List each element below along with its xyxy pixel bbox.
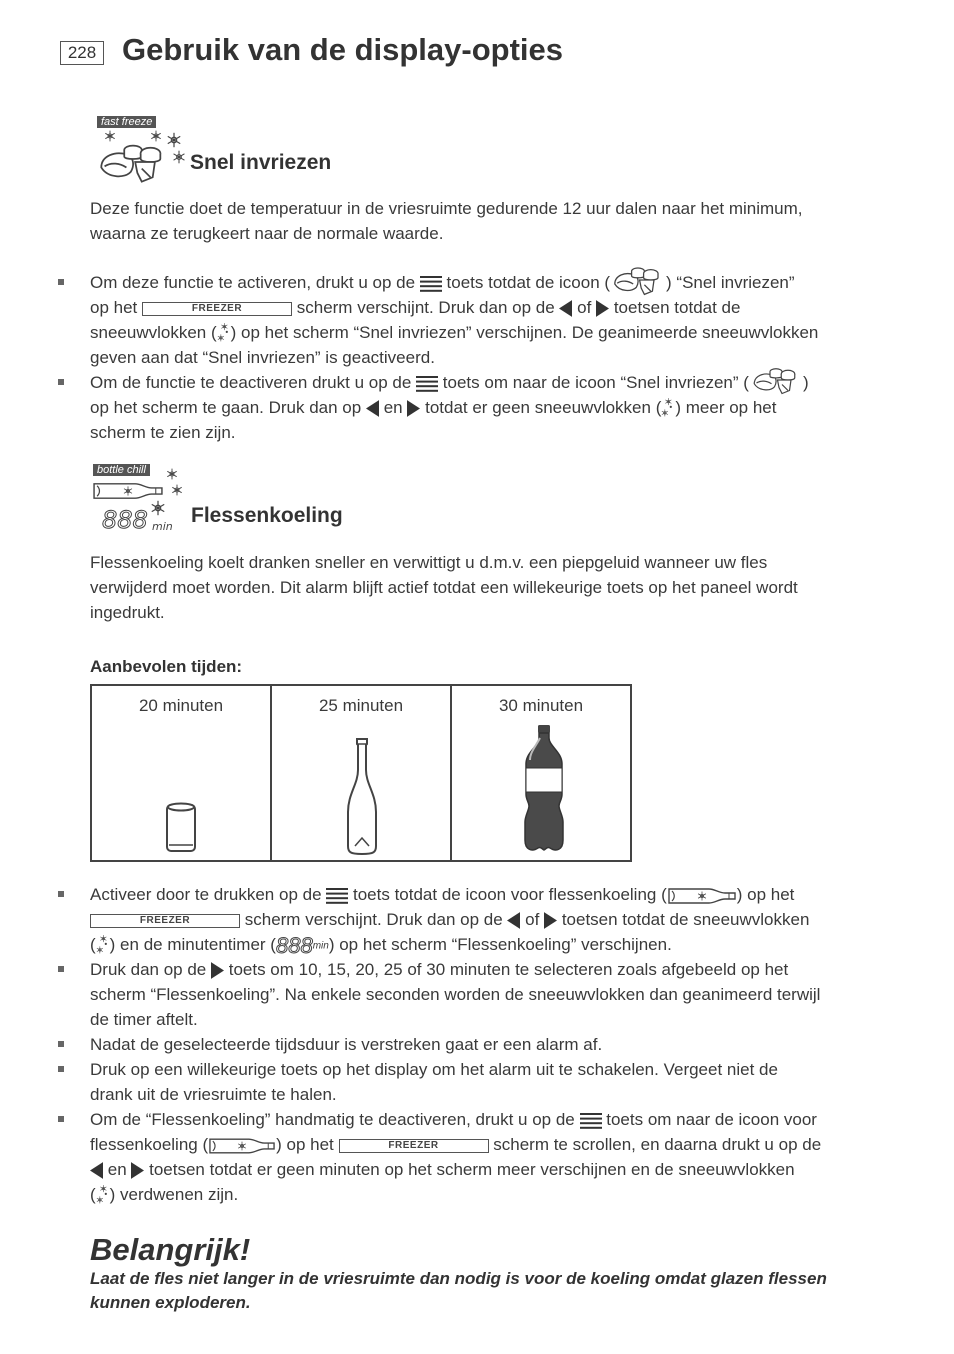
text: Om de “Flessenkoeling” handmatig te deactiveren, drukt u op de xyxy=(90,1110,575,1129)
fast-freeze-heading: Snel invriezen xyxy=(190,151,332,174)
time-cell-pet-bottle xyxy=(452,686,630,860)
page-number: 228 xyxy=(60,41,104,65)
fast-freeze-food-icon xyxy=(610,264,666,296)
bottle-chill-icon xyxy=(92,466,188,534)
important-line: Laat de fles niet langer in de vriesruimte dan nodig is voor de koeling omdat glazen flessen xyxy=(90,1269,827,1288)
bullet-line: Druk op een willekeurige toets op het display om het alarm uit te schakelen. Vergeet niet de xyxy=(90,1060,778,1079)
time-cell-glass-bottle xyxy=(272,686,452,860)
text: ) en de minutentimer ( xyxy=(109,935,276,954)
bullet-line xyxy=(90,932,672,959)
bullet-line: geven aan dat “Snel invriezen” is geactiveerd. xyxy=(90,348,435,367)
bullet-marker xyxy=(58,1116,64,1122)
left-arrow-icon xyxy=(507,912,520,929)
can-icon xyxy=(164,801,198,855)
snowflakes-icon xyxy=(217,321,231,347)
time-label: 20 minuten xyxy=(138,696,224,715)
freezer-display-label: FREEZER xyxy=(142,302,292,316)
bullet-line xyxy=(90,1182,238,1209)
time-label: 25 minuten xyxy=(318,696,404,715)
text: op het xyxy=(90,298,138,317)
text: ) verdwenen zijn. xyxy=(109,1185,239,1204)
bullet-line xyxy=(90,882,794,907)
bullet-marker xyxy=(58,379,64,385)
snowflakes-icon xyxy=(96,1183,110,1209)
recommended-times-label: Aanbevolen tijden: xyxy=(90,657,243,676)
page-title: Gebruik van de display-opties xyxy=(122,32,564,67)
text: scherm verschijnt. Druk dan op de xyxy=(244,910,503,929)
text: toets om naar de icoon “Snel invriezen” ( xyxy=(442,373,749,392)
text: ) op het scherm “Snel invriezen” verschijnen. De geanimeerde sneeuwvlokken xyxy=(230,323,819,342)
fast-freeze-tag: fast freeze xyxy=(97,116,156,128)
bullet-line xyxy=(90,1132,821,1157)
left-arrow-icon xyxy=(559,300,572,317)
bullet-line xyxy=(90,1107,817,1132)
text: toets totdat de icoon voor flessenkoeling ( xyxy=(353,885,667,904)
bullet-marker xyxy=(58,1066,64,1072)
bullet-line: scherm “Flessenkoeling”. Na enkele seconden worden de sneeuwvlokken dan geanimeerd terwijl xyxy=(90,985,821,1004)
text: Activeer door te drukken op de xyxy=(90,885,322,904)
text: flessenkoeling ( xyxy=(90,1135,209,1154)
left-arrow-icon xyxy=(90,1162,103,1179)
menu-key-icon xyxy=(420,276,442,292)
important-heading: Belangrijk! xyxy=(90,1232,251,1267)
time-label: 30 minuten xyxy=(498,696,584,715)
bullet-line xyxy=(90,295,740,320)
bullet-line: de timer aftelt. xyxy=(90,1010,198,1029)
text: toets totdat de icoon ( xyxy=(446,273,611,292)
text: Druk dan op de xyxy=(90,960,207,979)
bottle-chill-heading: Flessenkoeling xyxy=(191,504,343,527)
bullet-marker xyxy=(58,279,64,285)
bullet-line xyxy=(90,395,776,422)
bottle-chill-tag: bottle chill xyxy=(93,464,150,476)
text: ( xyxy=(90,1185,96,1204)
bullet-line: scherm te zien zijn. xyxy=(90,423,236,442)
text: ( xyxy=(90,935,96,954)
timer-digits: 888 xyxy=(102,506,148,534)
bullet-marker xyxy=(58,1041,64,1047)
recommended-times-table xyxy=(90,684,632,862)
text: ) op het scherm “Flessenkoeling” verschijnen. xyxy=(328,935,672,954)
freezer-display-label: FREEZER xyxy=(90,914,240,928)
text: ) op het xyxy=(736,885,795,904)
text: totdat er geen sneeuwvlokken ( xyxy=(425,398,662,417)
text: toetsen totdat de xyxy=(613,298,741,317)
menu-key-icon xyxy=(326,888,348,904)
time-cell-can xyxy=(92,686,272,860)
bottle-chill-intro-line: ingedrukt. xyxy=(90,603,165,622)
bullet-marker xyxy=(58,891,64,897)
text: Om deze functie te activeren, drukt u op de xyxy=(90,273,416,292)
freezer-display-label: FREEZER xyxy=(339,1139,489,1153)
text: ) meer op het xyxy=(675,398,777,417)
bullet-line xyxy=(90,270,795,296)
text: of xyxy=(577,298,592,317)
bullet-line xyxy=(90,907,809,932)
text: toetsen totdat de sneeuwvlokken xyxy=(561,910,810,929)
timer-unit: min xyxy=(312,940,329,952)
snowflakes-icon xyxy=(661,396,675,422)
text: sneeuwvlokken ( xyxy=(90,323,217,342)
text: scherm te scrollen, en daarna drukt u op de xyxy=(493,1135,822,1154)
timer-unit: min xyxy=(152,520,173,533)
right-arrow-icon xyxy=(131,1162,144,1179)
snowflakes-icon xyxy=(96,933,110,959)
bottle-chill-intro-line: Flessenkoeling koelt dranken sneller en verwittigt u d.m.v. een piepgeluid wanneer uw fles xyxy=(90,553,768,572)
important-text xyxy=(90,1267,890,1315)
text: en xyxy=(107,1160,127,1179)
fast-freeze-food-icon xyxy=(749,365,803,395)
fast-freeze-intro-line: Deze functie doet de temperatuur in de vriesruimte gedurende 12 uur dalen naar het minimum, xyxy=(90,199,803,218)
bullet-line xyxy=(90,1157,795,1182)
left-arrow-icon xyxy=(366,400,379,417)
bottle-icon xyxy=(667,888,737,904)
text: Om de functie te deactiveren drukt u op de xyxy=(90,373,412,392)
text: ) xyxy=(802,373,809,392)
text: en xyxy=(383,398,403,417)
glass-bottle-icon xyxy=(342,736,382,858)
text: of xyxy=(525,910,540,929)
timer-digits-icon: 888 xyxy=(275,932,313,958)
text: toets om naar de icoon voor xyxy=(606,1110,817,1129)
menu-key-icon xyxy=(416,376,438,392)
text: toets om 10, 15, 20, 25 of 30 minuten te selecteren zoals afgebeeld op het xyxy=(228,960,789,979)
menu-key-icon xyxy=(580,1113,602,1129)
bottle-chill-intro-line: verwijderd moet worden. Dit alarm blijft actief totdat een willekeurige toets op het paneel wordt xyxy=(90,578,798,597)
important-line: kunnen exploderen. xyxy=(90,1293,251,1312)
bullet-line: drank uit de vriesruimte te halen. xyxy=(90,1085,337,1104)
text: toetsen totdat er geen minuten op het scherm meer verschijnen en de sneeuwvlokken xyxy=(149,1160,795,1179)
right-arrow-icon xyxy=(544,912,557,929)
text: scherm verschijnt. Druk dan op de xyxy=(296,298,555,317)
bullet-marker xyxy=(58,966,64,972)
soda-bottle-icon xyxy=(522,724,566,856)
bullet-line: Nadat de geselecteerde tijdsduur is verstreken gaat er een alarm af. xyxy=(90,1035,603,1054)
right-arrow-icon xyxy=(596,300,609,317)
bullet-line xyxy=(90,320,818,347)
fast-freeze-intro-line: waarna ze terugkeert naar de normale waarde. xyxy=(90,224,444,243)
bottle-icon xyxy=(208,1138,276,1154)
right-arrow-icon xyxy=(407,400,420,417)
bullet-line xyxy=(90,370,809,395)
bullet-line xyxy=(90,957,788,982)
right-arrow-icon xyxy=(211,962,224,979)
text: ) op het xyxy=(276,1135,334,1154)
text: ) “Snel invriezen” xyxy=(666,273,795,292)
fast-freeze-icon xyxy=(98,130,188,184)
text: op het scherm te gaan. Druk dan op xyxy=(90,398,362,417)
